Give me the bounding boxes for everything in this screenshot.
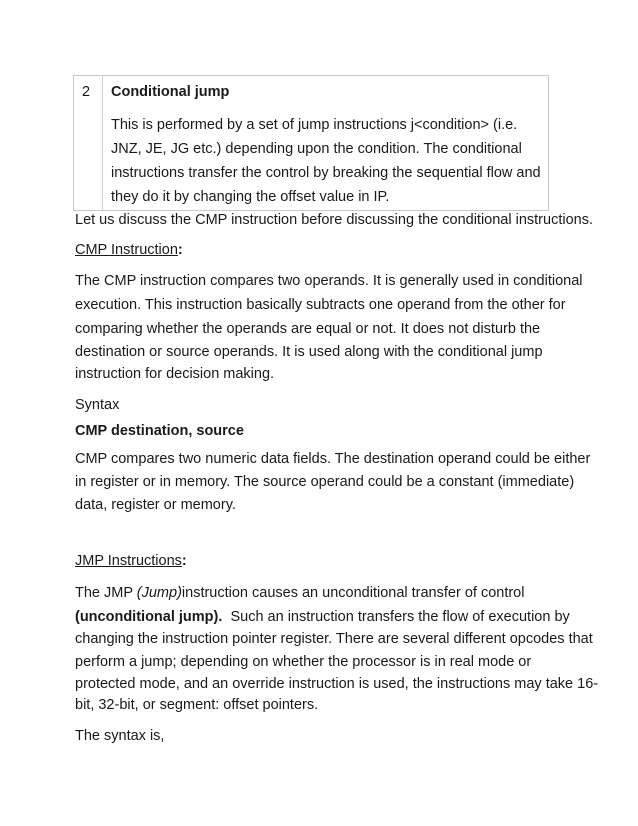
cmp-desc-line: CMP compares two numeric data fields. The destination operand could be either bbox=[75, 451, 591, 467]
cmp-para-line: instruction for decision making. bbox=[75, 366, 275, 382]
intro-text: Let us discuss the CMP instruction before discussing the conditional instructions. bbox=[75, 212, 593, 228]
cmp-para-line: The CMP instruction compares two operands. It is generally used in conditional bbox=[75, 273, 583, 289]
instruction-table bbox=[73, 75, 549, 211]
cmp-heading-text: CMP Instruction bbox=[75, 242, 178, 258]
table-row-number: 2 bbox=[82, 84, 91, 100]
jmp-line1-pre: The JMP bbox=[75, 585, 137, 601]
jmp-line2-post: Such an instruction transfers the flow of execution by bbox=[222, 609, 570, 625]
cmp-para-line: execution. This instruction basically subtracts one operand from the other for bbox=[75, 297, 566, 313]
table-row-heading: Conditional jump bbox=[111, 84, 230, 100]
cmp-syntax: CMP destination, source bbox=[75, 423, 244, 439]
jmp-para-line-2 bbox=[75, 609, 570, 625]
cmp-para-line: destination or source operands. It is used along with the conditional jump bbox=[75, 344, 543, 360]
cmp-heading-colon: : bbox=[177, 242, 183, 258]
jmp-line1-post: instruction causes an unconditional transfer of control bbox=[181, 585, 525, 601]
jmp-heading-colon: : bbox=[181, 553, 187, 569]
jmp-heading bbox=[75, 553, 187, 569]
table-row-body: This is performed by a set of jump instructions j<condition> (i.e. JNZ, JE, JG etc.) depending upon the condition. The conditional instructions transfer the control by breaking the sequential flow and they do it by changing the offset value in IP. bbox=[111, 117, 541, 205]
cmp-desc-line: data, register or memory. bbox=[75, 497, 236, 513]
jmp-para-line-1 bbox=[75, 585, 524, 601]
table-column-divider bbox=[102, 76, 103, 210]
jmp-para-line: changing the instruction pointer register. There are several different opcodes that bbox=[75, 631, 593, 647]
jmp-para-line: protected mode, and an override instruction is used, the instructions may take 16- bbox=[75, 676, 599, 692]
jmp-para-line: bit, 32-bit, or segment: offset pointers. bbox=[75, 697, 319, 713]
jmp-line2-bold: (unconditional jump). bbox=[75, 609, 223, 625]
jmp-line1-italic: (Jump) bbox=[136, 585, 182, 601]
jmp-heading-text: JMP Instructions bbox=[75, 553, 182, 569]
cmp-desc-line: in register or in memory. The source operand could be a constant (immediate) bbox=[75, 474, 575, 490]
cmp-heading bbox=[75, 242, 183, 258]
syntax-intro: The syntax is, bbox=[75, 728, 165, 744]
cmp-para-line: comparing whether the operands are equal or not. It does not disturb the bbox=[75, 321, 541, 337]
jmp-para-line: perform a jump; depending on whether the processor is in real mode or bbox=[75, 654, 532, 670]
syntax-label: Syntax bbox=[75, 397, 120, 413]
